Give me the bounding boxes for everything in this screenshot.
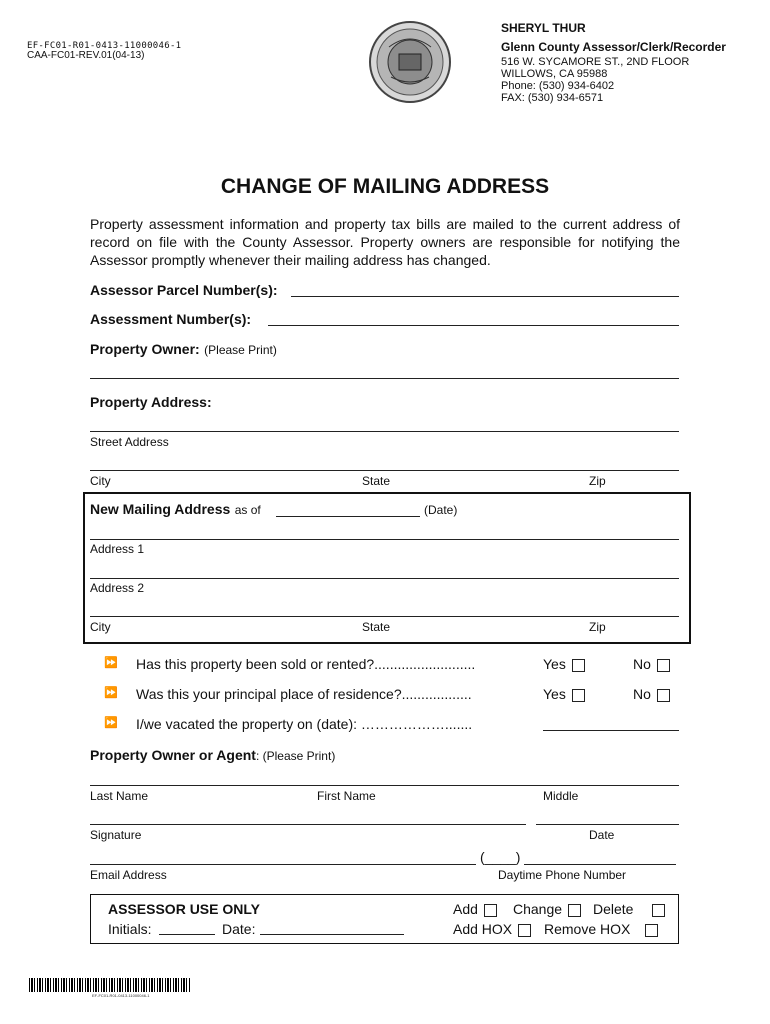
form-revision: CAA-FC01-REV.01(04-13) <box>27 50 145 61</box>
phone-label: Daytime Phone Number <box>498 868 627 882</box>
state-label: State <box>362 474 391 488</box>
assessor-use-title: ASSESSOR USE ONLY <box>108 901 260 917</box>
checkbox-icon[interactable] <box>657 659 670 672</box>
assessment-field[interactable] <box>268 325 679 326</box>
remove-hox-option[interactable] <box>544 921 658 937</box>
address2-field[interactable] <box>90 578 679 579</box>
agent-name-field[interactable] <box>90 785 679 786</box>
delete-label: Delete <box>593 901 634 917</box>
middle-label: Middle <box>543 789 579 803</box>
county-seal-icon <box>369 21 451 103</box>
new-mailing-label: New Mailing Address <box>90 501 231 517</box>
owner-hint: (Please Print) <box>204 343 277 357</box>
checkbox-icon[interactable] <box>568 904 581 917</box>
zip-label: Zip <box>589 474 606 488</box>
assessor-date-label: Date: <box>222 921 256 937</box>
add-option[interactable] <box>453 901 497 917</box>
as-of-label: as of <box>234 503 261 517</box>
signature-label: Signature <box>90 828 142 842</box>
street-label: Street Address <box>90 435 169 449</box>
address1-field[interactable] <box>90 539 679 540</box>
assessment-label: Assessment Number(s): <box>90 311 252 327</box>
form-id: EF-FC01-R01-0413-11000046-1 <box>27 41 182 51</box>
office-name: Glenn County Assessor/Clerk/Recorder <box>501 40 726 54</box>
city-state-zip-field[interactable] <box>90 470 679 471</box>
date-hint: (Date) <box>424 503 458 517</box>
address2-label: Address 2 <box>90 581 145 595</box>
apn-field[interactable] <box>291 296 679 297</box>
signature-date-field[interactable] <box>536 824 679 825</box>
assessor-date-field[interactable] <box>260 934 404 935</box>
yes-label: Yes <box>543 656 566 672</box>
agent-label-row <box>90 747 335 765</box>
city-label: City <box>90 474 111 488</box>
no-label: No <box>633 656 651 672</box>
office-fax: FAX: (530) 934-6571 <box>501 92 604 104</box>
change-option[interactable] <box>513 901 581 917</box>
question-principal-residence: Was this your principal place of residence?.................. <box>136 686 472 702</box>
checkbox-icon[interactable] <box>518 924 531 937</box>
no-label: No <box>633 686 651 702</box>
signature-field[interactable] <box>90 824 526 825</box>
address1-label: Address 1 <box>90 542 145 556</box>
new-mailing-row <box>90 501 261 519</box>
new-city-label: City <box>90 620 111 634</box>
initials-field[interactable] <box>159 934 215 935</box>
double-arrow-icon: ⏩ <box>104 657 118 669</box>
owner-label: Property Owner: <box>90 341 200 357</box>
office-phone: Phone: (530) 934-6402 <box>501 80 615 92</box>
office-address-line2: WILLOWS, CA 95988 <box>501 68 608 80</box>
apn-label: Assessor Parcel Number(s): <box>90 282 278 298</box>
owner-label-row <box>90 341 277 359</box>
office-address-line1: 516 W. SYCAMORE ST., 2ND FLOOR <box>501 56 690 68</box>
add-label: Add <box>453 901 478 917</box>
new-state-label: State <box>362 620 391 634</box>
double-arrow-icon: ⏩ <box>104 717 118 729</box>
form-title: CHANGE OF MAILING ADDRESS <box>220 175 550 198</box>
as-of-date-field[interactable] <box>276 516 420 517</box>
agent-label: Property Owner or Agent <box>90 747 256 763</box>
checkbox-icon[interactable] <box>645 924 658 937</box>
add-hox-label: Add HOX <box>453 921 513 937</box>
sold-yes-option[interactable] <box>543 656 585 672</box>
delete-option[interactable] <box>593 901 665 917</box>
checkbox-icon[interactable] <box>657 689 670 702</box>
double-arrow-icon: ⏩ <box>104 687 118 699</box>
checkbox-icon[interactable] <box>572 689 585 702</box>
email-label: Email Address <box>90 868 167 882</box>
street-field[interactable] <box>90 431 679 432</box>
add-hox-option[interactable] <box>453 921 531 937</box>
agent-hint: : (Please Print) <box>255 749 336 763</box>
first-name-label: First Name <box>317 789 376 803</box>
question-sold-rented: Has this property been sold or rented?.......................... <box>136 656 476 672</box>
new-zip-label: Zip <box>589 620 606 634</box>
new-city-state-zip-field[interactable] <box>90 616 679 617</box>
property-address-label: Property Address: <box>90 394 212 410</box>
change-label: Change <box>513 901 563 917</box>
checkbox-icon[interactable] <box>572 659 585 672</box>
phone-field[interactable] <box>524 864 676 865</box>
yes-label: Yes <box>543 686 566 702</box>
remove-hox-label: Remove HOX <box>544 921 631 937</box>
checkbox-icon[interactable] <box>652 904 665 917</box>
vacated-date-field[interactable] <box>543 730 679 731</box>
intro-paragraph: Property assessment information and property tax bills are mailed to the current address of record on file with the County Assessor. Property owners are responsible for notifying the Assessor promptly whenever their mailing address has changed. <box>90 216 680 268</box>
barcode-caption: EF-FC01-R01-0413-11000046-1 <box>92 993 150 998</box>
phone-area-code[interactable]: (____) <box>480 849 521 865</box>
last-name-label: Last Name <box>90 789 149 803</box>
barcode-icon <box>29 978 191 992</box>
sold-no-option[interactable] <box>633 656 670 672</box>
official-name: SHERYL THUR <box>501 21 586 35</box>
initials-label: Initials: <box>108 921 152 937</box>
signature-date-label: Date <box>589 828 615 842</box>
residence-yes-option[interactable] <box>543 686 585 702</box>
checkbox-icon[interactable] <box>484 904 497 917</box>
owner-field[interactable] <box>90 378 679 379</box>
residence-no-option[interactable] <box>633 686 670 702</box>
question-vacated-date: I/we vacated the property on (date): ………………....... <box>136 716 473 732</box>
email-field[interactable] <box>90 864 476 865</box>
